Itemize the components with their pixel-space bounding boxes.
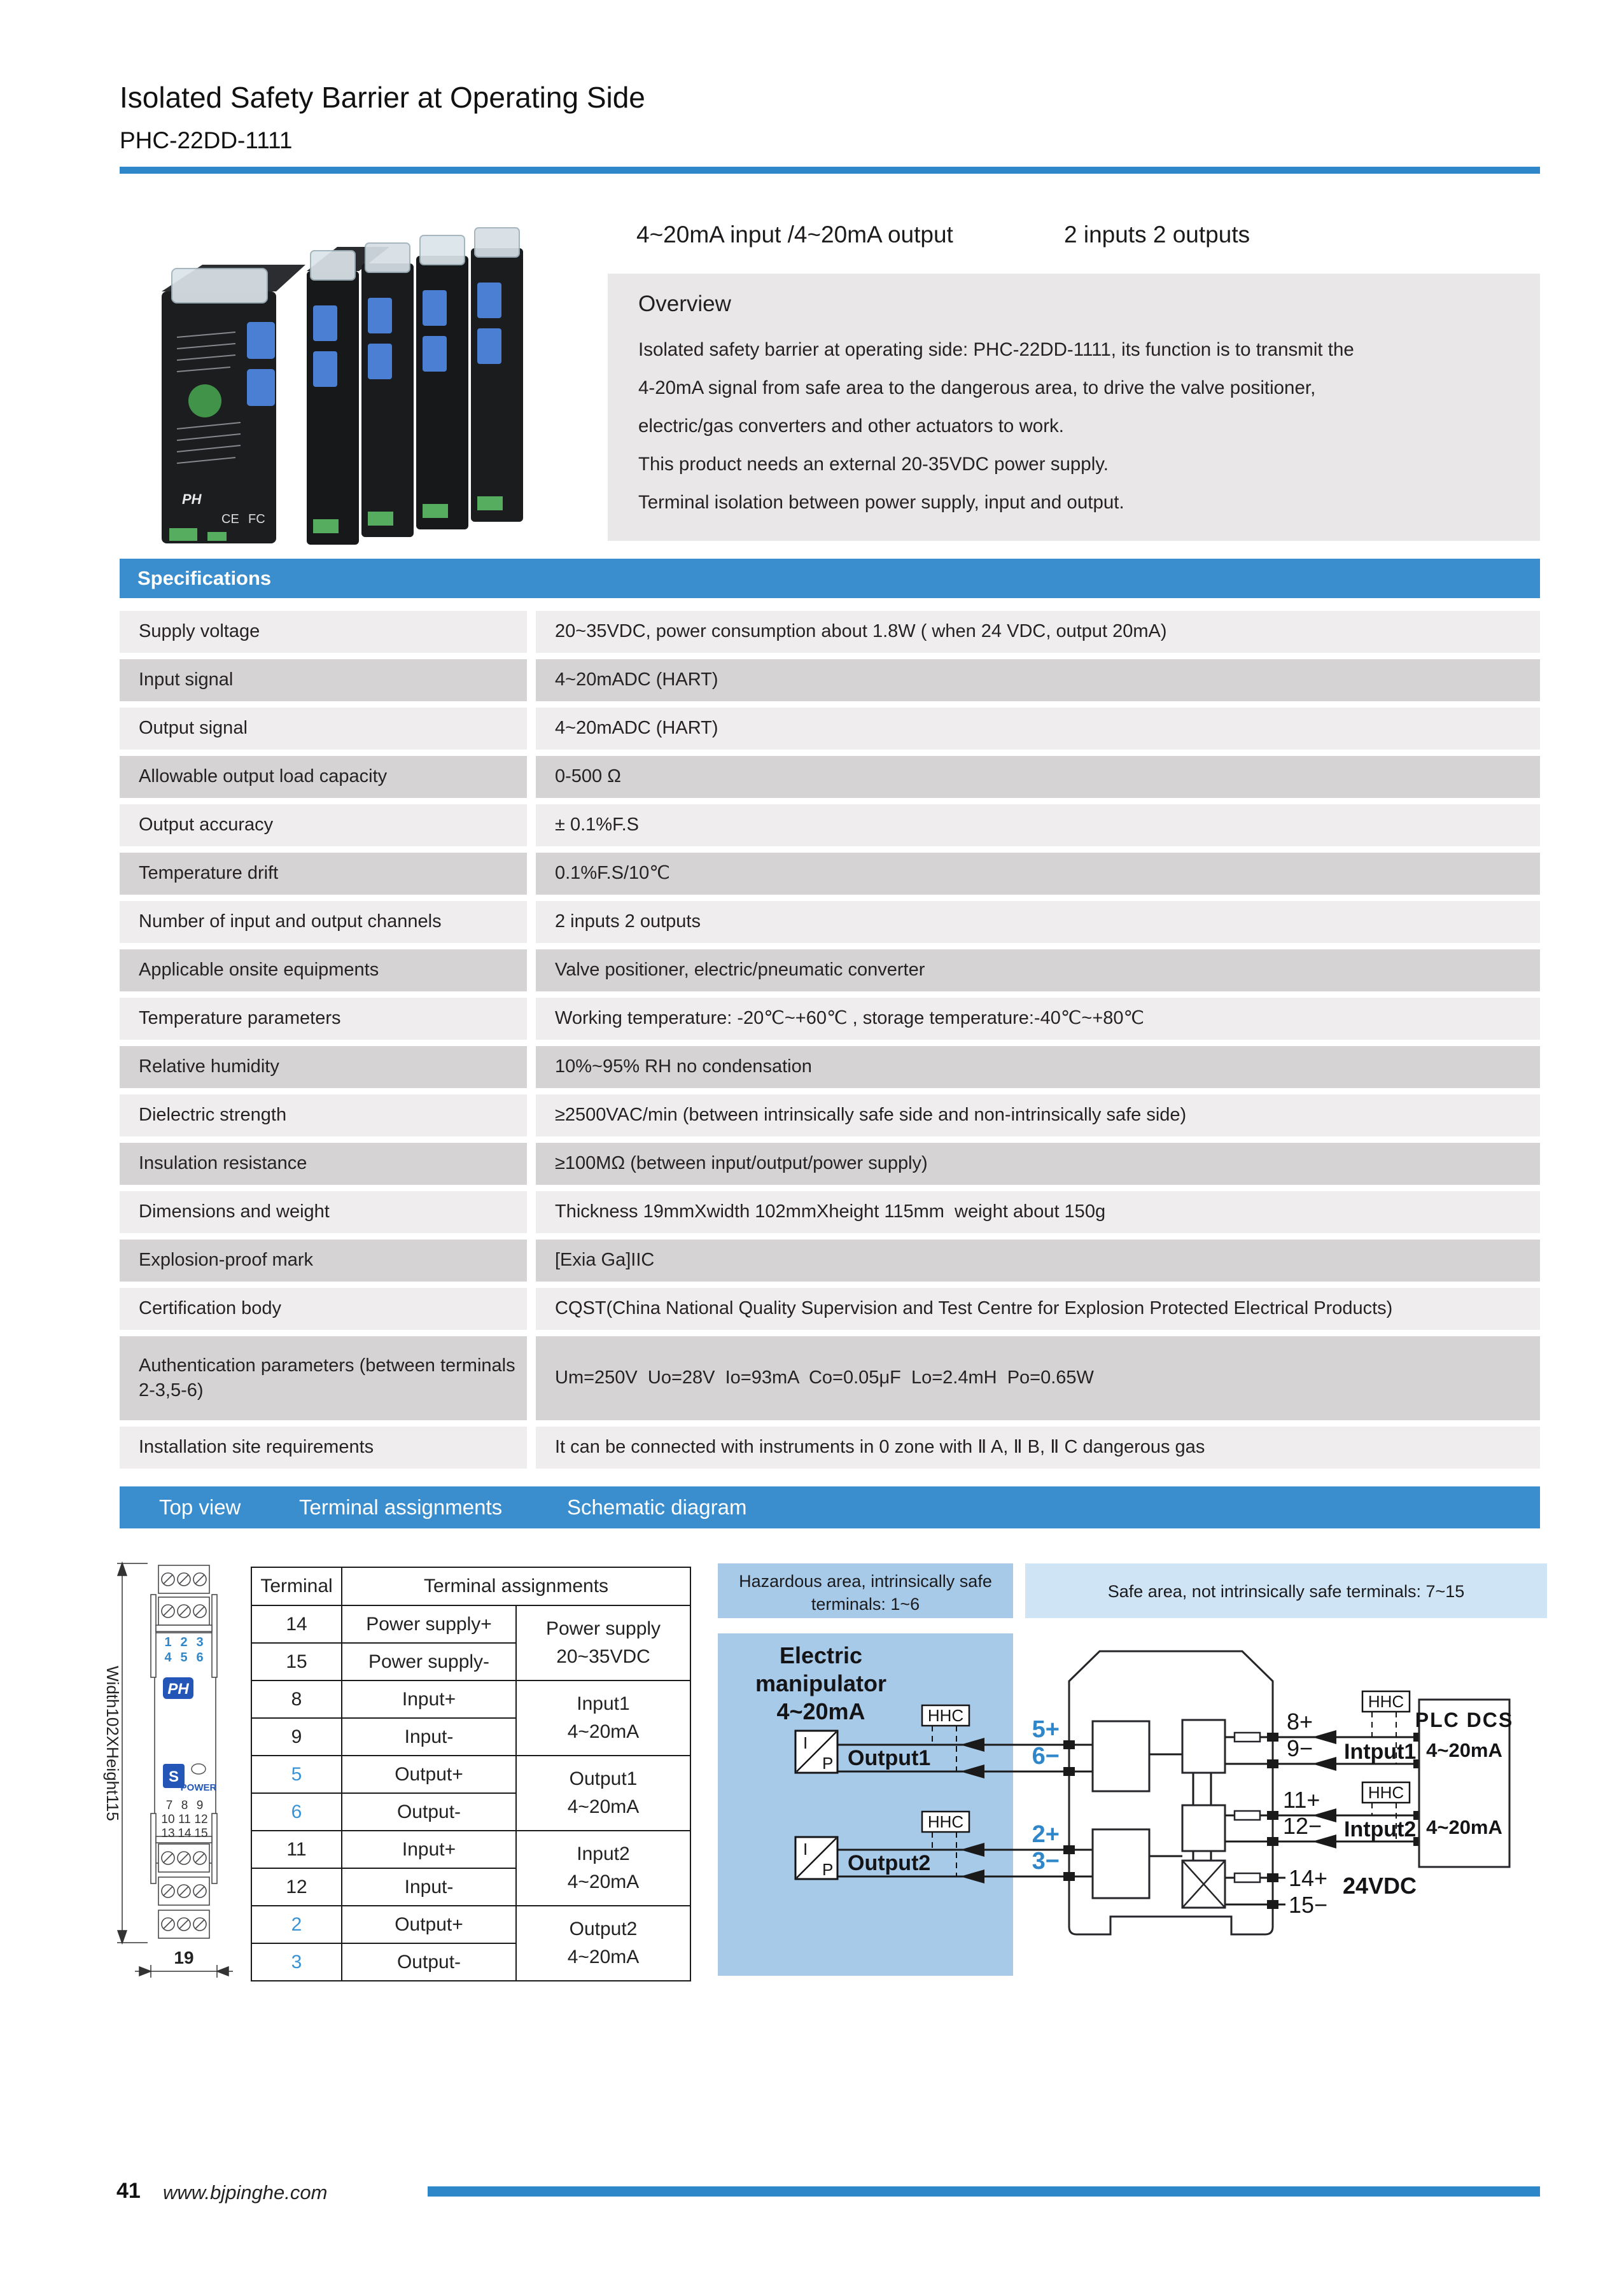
spec-row: Temperature parameters Working temperature: -20℃~+60℃ , storage temperature:-40℃~+80℃ <box>120 998 1540 1040</box>
terminal-col-header: Terminal <box>251 1567 342 1605</box>
product-photo <box>146 210 592 554</box>
bottom-terminal-numbers <box>161 1799 207 1840</box>
svg-text:I: I <box>803 1840 808 1859</box>
input1-label: Intput1 <box>1344 1740 1417 1764</box>
terminal-group: Power supply 20~35VDC <box>516 1605 690 1681</box>
svg-text:11: 11 <box>178 1813 191 1826</box>
overview-line: Terminal isolation between power supply, input and output. <box>638 492 1124 513</box>
spec-row: Installation site requirements It can be connected with instruments in 0 zone with Ⅱ A, Ⅱ B, Ⅱ C dangerous gas <box>120 1427 1540 1469</box>
svg-text:8+: 8+ <box>1287 1708 1313 1735</box>
spec-row: Allowable output load capacity 0-500 Ω <box>120 756 1540 798</box>
terminal-row: 3 Output- <box>251 1943 690 1981</box>
svg-text:7: 7 <box>165 1799 173 1812</box>
ip-converter-1 <box>795 1731 837 1773</box>
svg-text:3: 3 <box>196 1635 204 1649</box>
spec-row: Dimensions and weight Thickness 19mmXwidth 102mmXheight 115mm weight about 150g <box>120 1191 1540 1233</box>
ph-logo-text: PH <box>167 1681 189 1698</box>
svg-text:P: P <box>822 1860 834 1879</box>
input2-label: Intput2 <box>1344 1817 1417 1841</box>
overview-heading: Overview <box>638 291 731 316</box>
svg-text:1: 1 <box>164 1635 172 1649</box>
page-title: Isolated Safety Barrier at Operating Side <box>120 81 645 114</box>
signal-summary: 4~20mA input /4~20mA output <box>636 221 953 248</box>
svg-text:HHC: HHC <box>927 1812 964 1831</box>
product-model: PHC-22DD-1111 <box>120 127 293 153</box>
terminal-row: 9 Input- <box>251 1718 690 1756</box>
spec-row: Authentication parameters (between terminals 2-3,5-6) Um=250V Uo=28V Io=93mA Co=0.05μF Lo=2.4mH Po=0.65W <box>120 1336 1540 1420</box>
specifications-table <box>120 611 1540 1469</box>
terminal-group: Input1 4~20mA <box>516 1681 690 1756</box>
spec-row: Insulation resistance ≥100MΩ (between input/output/power supply) <box>120 1143 1540 1185</box>
spec-row: Explosion-proof mark [Exia Ga]IIC <box>120 1240 1540 1282</box>
specifications-title: Specifications <box>137 567 272 589</box>
svg-text:13: 13 <box>161 1827 175 1840</box>
svg-text:2+: 2+ <box>1032 1821 1060 1848</box>
overview-line: Isolated safety barrier at operating side: PHC-22DD-1111, its function is to transmit the <box>638 339 1354 360</box>
terminal-row: 14 Power supply+ Power supply 20~35VDC <box>251 1605 690 1643</box>
ip-converter-2 <box>795 1837 837 1879</box>
spec-row: Applicable onsite equipments Valve positioner, electric/pneumatic converter <box>120 949 1540 991</box>
svg-text:Electric: Electric <box>779 1642 863 1668</box>
schematic-diagram <box>713 1560 1548 1980</box>
assignment-col-header: Terminal assignments <box>342 1567 690 1605</box>
spec-row: Supply voltage 20~35VDC, power consumption about 1.8W ( when 24 VDC, output 20mA) <box>120 611 1540 653</box>
channel-summary: 2 inputs 2 outputs <box>1064 221 1250 248</box>
safe-terminal-labels <box>1283 1708 1327 1918</box>
tab-terminal-assignments: Terminal assignments <box>299 1495 503 1519</box>
title-underline <box>120 167 1540 174</box>
svg-text:4~20mA: 4~20mA <box>776 1698 865 1724</box>
svg-text:manipulator: manipulator <box>755 1670 887 1696</box>
spec-row: Temperature drift 0.1%F.S/10℃ <box>120 853 1540 895</box>
terminal-row: 12 Input- <box>251 1868 690 1906</box>
barrier-modules-back <box>307 228 523 545</box>
overview-text <box>638 331 1516 522</box>
svg-text:I: I <box>803 1733 808 1752</box>
output2-label: Output2 <box>848 1851 931 1875</box>
terminal-row: 5 Output+ Output1 4~20mA <box>251 1756 690 1793</box>
svg-text:PLC DCS: PLC DCS <box>1415 1708 1514 1731</box>
website-url: www.bjpinghe.com <box>163 2181 328 2204</box>
svg-text:9: 9 <box>196 1799 204 1812</box>
overview-line: electric/gas converters and other actuators to work. <box>638 416 1064 437</box>
terminal-row: 6 Output- <box>251 1793 690 1831</box>
svg-text:P: P <box>822 1754 834 1773</box>
svg-text:14+: 14+ <box>1289 1865 1328 1891</box>
power-led-label: POWER <box>180 1782 217 1793</box>
spec-row: Relative humidity 10%~95% RH no condensation <box>120 1046 1540 1088</box>
svg-text:4~20mA: 4~20mA <box>1426 1816 1502 1838</box>
spec-row: Output signal 4~20mADC (HART) <box>120 708 1540 750</box>
svg-text:HHC: HHC <box>1368 1783 1404 1802</box>
terminal-assignments-table <box>251 1567 691 1981</box>
spec-row: Input signal 4~20mADC (HART) <box>120 659 1540 701</box>
terminal-row: 8 Input+ Input1 4~20mA <box>251 1681 690 1718</box>
vertical-dimension-label: Width102XHeight115 <box>103 1666 122 1821</box>
spec-row: Certification body CQST(China National Quality Supervision and Test Centre for Explosion Protected Electrical Products) <box>120 1288 1540 1330</box>
tab-top-view: Top view <box>159 1495 241 1519</box>
svg-text:15: 15 <box>194 1827 208 1840</box>
section-tab-bar <box>120 1486 1540 1528</box>
cert-logo-text: S <box>168 1768 179 1785</box>
photo-fcc-mark: FC <box>248 512 265 526</box>
tab-schematic-diagram: Schematic diagram <box>567 1495 747 1519</box>
terminal-row: 11 Input+ Input2 4~20mA <box>251 1831 690 1868</box>
top-view-drawing <box>102 1559 229 1985</box>
svg-text:9−: 9− <box>1287 1735 1313 1761</box>
svg-text:terminals: 1~6: terminals: 1~6 <box>811 1595 920 1614</box>
terminal-row: 2 Output+ Output2 4~20mA <box>251 1906 690 1943</box>
specifications-header <box>120 559 1540 598</box>
svg-text:11+: 11+ <box>1283 1787 1320 1813</box>
power-supply-label: 24VDC <box>1343 1873 1417 1899</box>
svg-text:HHC: HHC <box>927 1706 964 1725</box>
svg-text:14: 14 <box>178 1827 192 1840</box>
svg-text:10: 10 <box>161 1813 175 1826</box>
spec-row: Dielectric strength ≥2500VAC/min (between intrinsically safe side and non-intrinsically safe side) <box>120 1094 1540 1136</box>
terminal-group: Input2 4~20mA <box>516 1831 690 1906</box>
photo-ph-logo: PH <box>182 491 202 507</box>
svg-text:6: 6 <box>196 1651 204 1665</box>
svg-text:12: 12 <box>194 1813 208 1826</box>
svg-text:5+: 5+ <box>1032 1716 1060 1743</box>
power-led <box>192 1764 206 1774</box>
spec-row: Output accuracy ± 0.1%F.S <box>120 804 1540 846</box>
spec-row: Number of input and output channels 2 inputs 2 outputs <box>120 901 1540 943</box>
svg-text:15−: 15− <box>1289 1892 1328 1918</box>
svg-text:3−: 3− <box>1032 1848 1060 1875</box>
terminal-group: Output2 4~20mA <box>516 1906 690 1981</box>
overview-line: This product needs an external 20-35VDC power supply. <box>638 454 1109 475</box>
svg-text:4: 4 <box>164 1651 172 1665</box>
photo-ce-mark: CE <box>221 512 239 526</box>
svg-text:8: 8 <box>181 1799 188 1812</box>
svg-text:Hazardous area, intrinsically: Hazardous area, intrinsically safe <box>739 1572 992 1591</box>
svg-text:5: 5 <box>180 1651 188 1665</box>
svg-text:Safe area, not intrinsically s: Safe area, not intrinsically safe terminals: 7~15 <box>1107 1582 1465 1601</box>
svg-text:12−: 12− <box>1283 1813 1322 1839</box>
svg-text:HHC: HHC <box>1368 1692 1404 1711</box>
svg-text:2: 2 <box>180 1635 188 1649</box>
svg-text:4~20mA: 4~20mA <box>1426 1739 1502 1761</box>
page-number: 41 <box>116 2179 141 2203</box>
barrier-module-front <box>162 265 305 543</box>
svg-text:6−: 6− <box>1032 1743 1060 1770</box>
overview-line: 4-20mA signal from safe area to the dangerous area, to drive the valve positioner, <box>638 377 1316 398</box>
terminal-group: Output1 4~20mA <box>516 1756 690 1831</box>
terminal-row: 15 Power supply- <box>251 1643 690 1681</box>
output1-label: Output1 <box>848 1746 931 1770</box>
horizontal-dimension-label: 19 <box>174 1948 194 1967</box>
intrinsically-safe-terminal-labels <box>1032 1716 1060 1875</box>
footer-rule <box>428 2186 1540 2197</box>
